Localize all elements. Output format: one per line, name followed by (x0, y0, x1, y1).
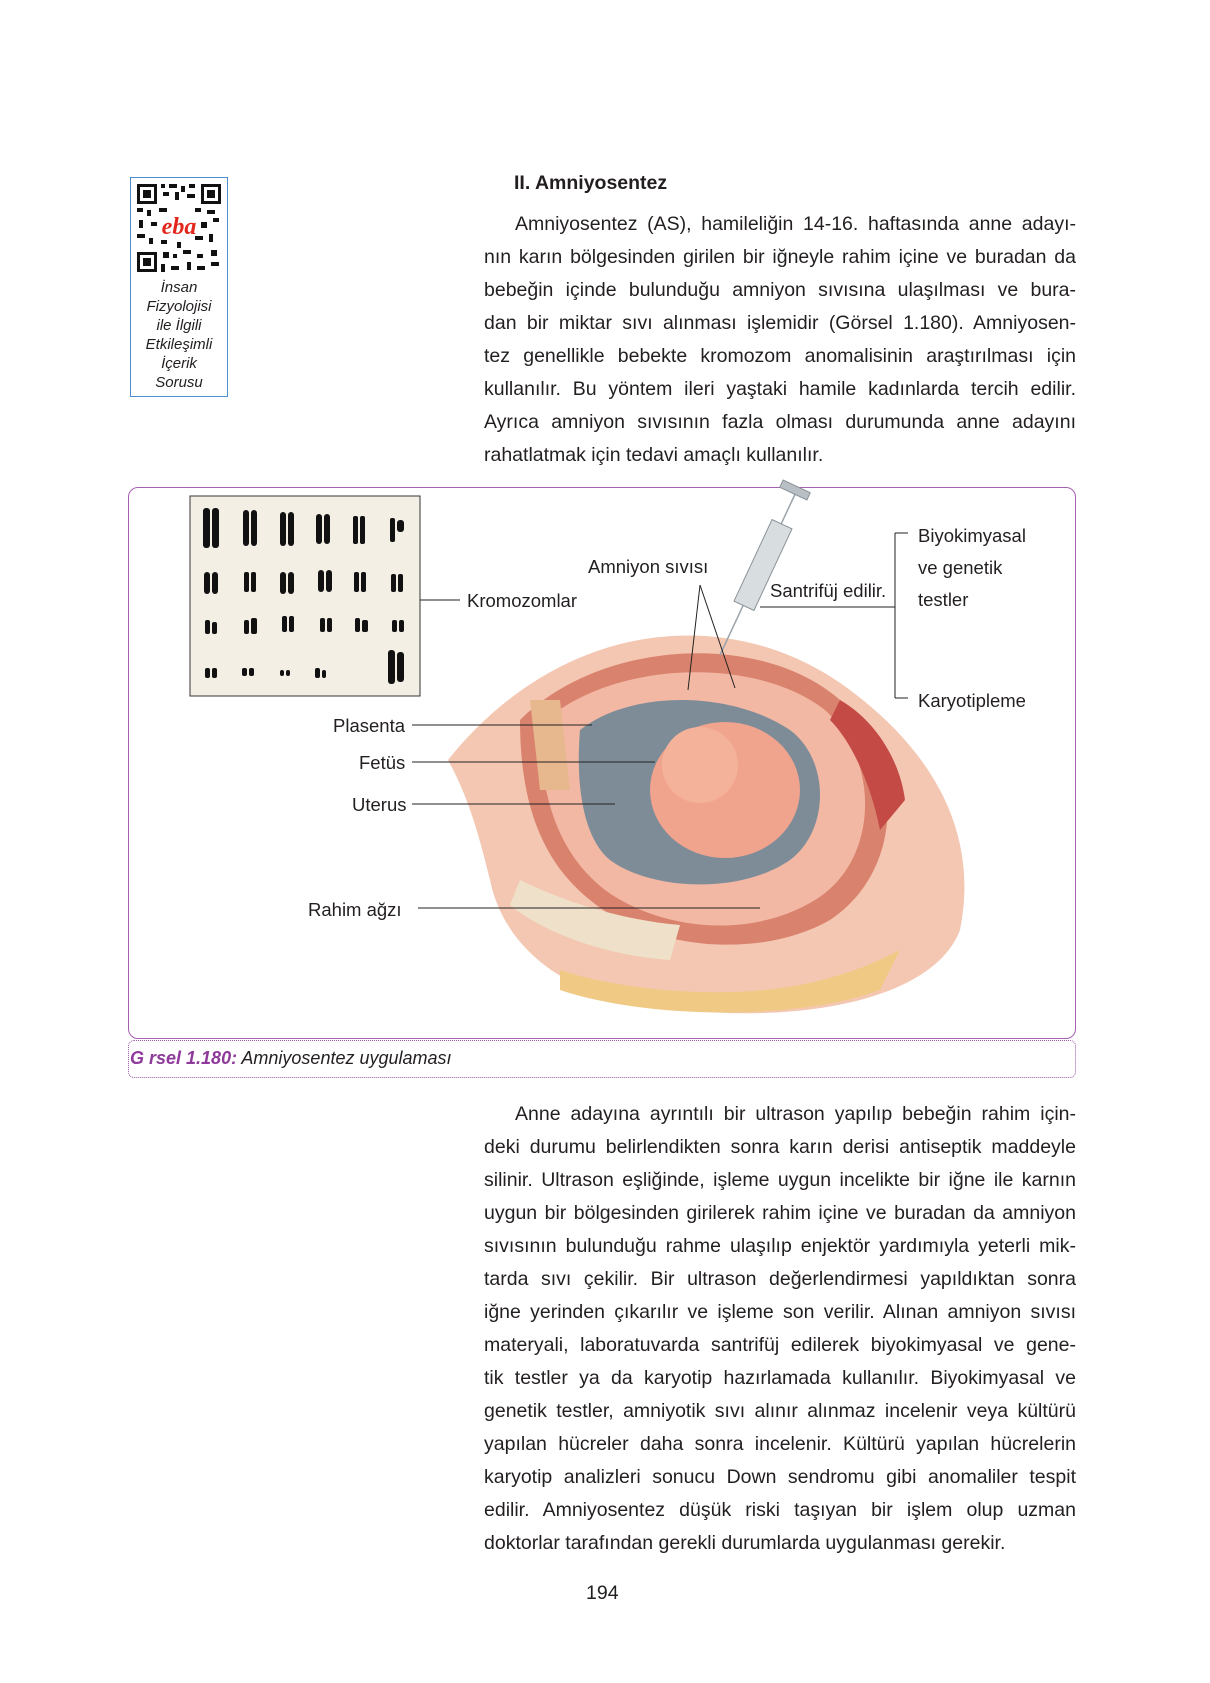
qr-caption-line: Sorusu (155, 374, 203, 391)
text-line: kullanılır. Bu yöntem ileri yaştaki hamile kadınlarda tercih edilir. (484, 378, 1076, 400)
qr-caption-line: İnsan (160, 279, 198, 296)
caption-text: Amniyosentez uygulaması (237, 1048, 452, 1068)
label-biyokimyasal-1: Biyokimyasal (918, 525, 1026, 546)
label-biyokimyasal-2: ve genetik (918, 557, 1003, 578)
figure-caption (130, 1048, 452, 1069)
text-line: tez genellikle bebekte kromozom anomalisinin araştırılması için (484, 345, 1076, 367)
label-amniyon-sivisi: Amniyon sıvısı (588, 556, 709, 577)
section-title: II. Amniyosentez (514, 172, 668, 194)
label-karyotipleme: Karyotipleme (918, 690, 1026, 711)
text-line: yapılan hücreler daha sonra incelenir. Kültürü yapılan hücrelerin (484, 1433, 1076, 1455)
eba-logo: eba (161, 214, 197, 240)
text-line: tarda sıvı çekilir. Bir ultrason değerlendirmesi yapıldıktan sonra (484, 1268, 1076, 1290)
label-rahim-agzi: Rahim ağzı (308, 899, 402, 920)
caption-label: G rsel 1.180: (130, 1048, 238, 1068)
qr-caption-line: ile İlgili (156, 317, 202, 334)
text-line: iğne yerinden çıkarılır ve işleme son verilir. Alınan amniyon sıvısı (484, 1301, 1076, 1323)
text-line: doktorlar tarafından gerekli durumlarda uygulanması gerekir. (484, 1532, 1006, 1554)
karyotype-panel (190, 496, 420, 696)
text-line: deki durumu belirlendikten sonra karın derisi antiseptik maddeyle (484, 1136, 1076, 1158)
text-line: karyotip analizleri sonucu Down sendromu gibi anomaliler tespit (484, 1466, 1076, 1488)
qr-caption-line: Etkileşimli (145, 336, 213, 353)
page-number: 194 (586, 1582, 619, 1604)
label-santrifuj: Santrifüj edilir. (770, 580, 887, 601)
syringe-icon (720, 480, 810, 655)
qr-caption-line: Fizyolojisi (146, 298, 212, 315)
text-line: tik testler ya da karyotip hazırlamada kullanılır. Biyokimyasal ve (484, 1367, 1076, 1389)
text-line: dan bir miktar sıvı alınması işlemidir (Görsel 1.180). Amniyosen- (484, 312, 1076, 334)
qr-caption-line: İçerik (161, 355, 197, 372)
label-uterus: Uterus (352, 794, 407, 815)
label-fetus: Fetüs (359, 752, 406, 773)
text-line: rahatlatmak için tedavi amaçlı kullanılır. (484, 444, 824, 466)
text-line: silinir. Ultrason eşliğinde, işleme uygun incelikte bir iğne ile karnın (484, 1169, 1076, 1191)
text-line: sıvısının bulunduğu rahme ulaşılıp enjektör yardımıyla yeterli mik- (484, 1235, 1076, 1257)
text-line: edilir. Amniyosentez düşük riski taşıyan bir işlem olup uzman (484, 1499, 1076, 1521)
procedure-paragraph (484, 1098, 1076, 1560)
text-line: Anne adayına ayrıntılı bir ultrason yapılıp bebeğin rahim için- (515, 1103, 1076, 1125)
label-plasenta: Plasenta (333, 715, 405, 736)
text-line: bebeğin içinde bulunduğu amniyon sıvısına ulaşılması ve bura- (484, 279, 1076, 301)
label-kromozomlar: Kromozomlar (467, 590, 577, 611)
text-line: nın karın bölgesinden girilen bir iğneyle rahim içine ve buradan da (484, 246, 1076, 268)
uterus-cross-section (448, 635, 964, 1013)
text-line: Amniyosentez (AS), hamileliğin 14-16. haftasında anne adayı- (515, 213, 1076, 235)
text-line: uygun bir bölgesinden girilerek rahim içine ve buradan da amniyon (484, 1202, 1076, 1224)
text-line: Ayrıca amniyon sıvısının fazla olması durumunda anne adayını (484, 411, 1076, 433)
label-biyokimyasal-3: testler (918, 589, 969, 610)
text-line: genetik testler, amniyotik sıvı alınır alınmaz incelenir veya kültürü (484, 1400, 1076, 1422)
text-line: materyali, laboratuvarda santrifüj edilerek biyokimyasal ve gene- (484, 1334, 1076, 1356)
